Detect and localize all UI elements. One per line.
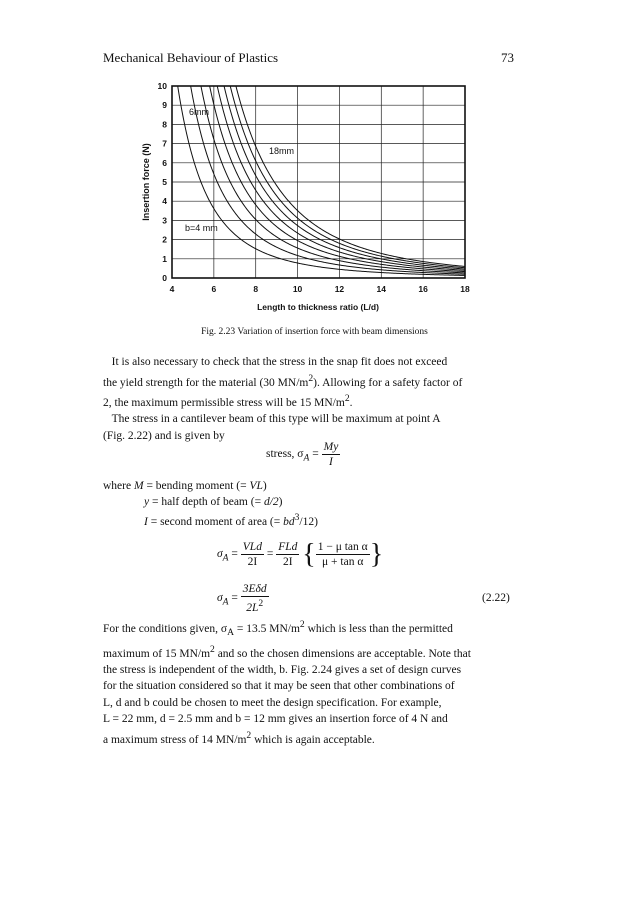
curve-label-b4mm: b=4 mm (185, 223, 218, 233)
x-tick-labels (170, 284, 470, 294)
y-tick-1: 1 (162, 253, 167, 264)
x-tick-8: 8 (253, 284, 259, 294)
y-tick-7: 7 (162, 138, 167, 149)
y-tick-labels (158, 81, 168, 283)
paragraph-yield-check: It is also necessary to check that the stress in the snap fit does not exceed the yield strength for the material (30 $MN/m^2$). Allowing for a safety factor of 2, the maximum permissible stress will be 15 $MN/m^2$. The stress in a cantilever beam of this type will be maximum at point A (Fig. 2.22) and is given by (103, 356, 463, 442)
x-tick-6: 6 (211, 284, 217, 294)
x-tick-18: 18 (460, 284, 470, 294)
x-tick-12: 12 (334, 284, 345, 294)
page-number: 73 (501, 50, 514, 65)
paragraph-conclusion: For the conditions given, $\sigma_A = 13.5$ $MN/m^2$ which is less than the permitted maximum of 15 $MN/m^2$ and so the chosen dimensions are acceptable. Note that the stress is independent of the width, b. Fig. 2.24 gives a set of design curves for the situation considered so that it may be seen that other combinations of L, d and b could be chosen to meet the design specification. For example, L = 22 mm, d = 2.5 mm and b = 12 mm gives an insertion force of 4 N and a maximum stress of 14 $MN/m^2$ which is again acceptable. (103, 619, 471, 746)
chart-curves (178, 86, 465, 275)
y-tick-10: 10 (157, 81, 167, 91)
x-tick-16: 16 (418, 284, 428, 294)
insertion-force-chart (135, 78, 480, 318)
curve-label-18mm: 18mm (269, 146, 295, 156)
y-axis-label: Insertion force (N) (141, 143, 151, 221)
y-tick-6: 6 (162, 157, 167, 168)
running-header-title: Mechanical Behaviour of Plastics (103, 50, 279, 65)
y-tick-0: 0 (162, 273, 167, 283)
equation-stress: stress, $\sigma_A$ = $\frac{My}{I}$ (266, 441, 339, 468)
figure-caption: Fig. 2.23 Variation of insertion force with beam dimensions (201, 327, 428, 337)
equation-number: (2.22) (482, 592, 510, 604)
y-tick-3: 3 (162, 215, 167, 226)
definitions-list: where M = bending moment (= VL) y = half depth of beam (= d/2) I = second moment of area (= $bd^3/12$) (103, 480, 318, 528)
curve-label-6mm: 6mm (189, 107, 209, 117)
equation-sigma-222: $\sigma_A$ = $\frac{\text{3Eδd}}{2L^2}$ (217, 583, 267, 614)
curve-series-0 (178, 86, 465, 275)
x-tick-14: 14 (376, 284, 387, 294)
curve-series-4 (217, 86, 465, 270)
y-tick-8: 8 (162, 119, 167, 130)
x-tick-4: 4 (169, 284, 175, 294)
y-tick-4: 4 (162, 196, 167, 207)
y-tick-5: 5 (162, 177, 167, 187)
y-tick-2: 2 (162, 234, 167, 245)
y-tick-9: 9 (162, 100, 167, 111)
x-tick-10: 10 (292, 284, 303, 294)
equation-sigma-vld: $\sigma_A$ = $\frac{\text{VLd}}{2I}$ = $\frac{\text{FLd}}{2I}$ { $\frac{\text{1 − μ tan α}}{\text{μ + tan α}}$ } (217, 538, 384, 570)
x-axis-label: Length to thickness ratio (L/d) (257, 302, 379, 312)
